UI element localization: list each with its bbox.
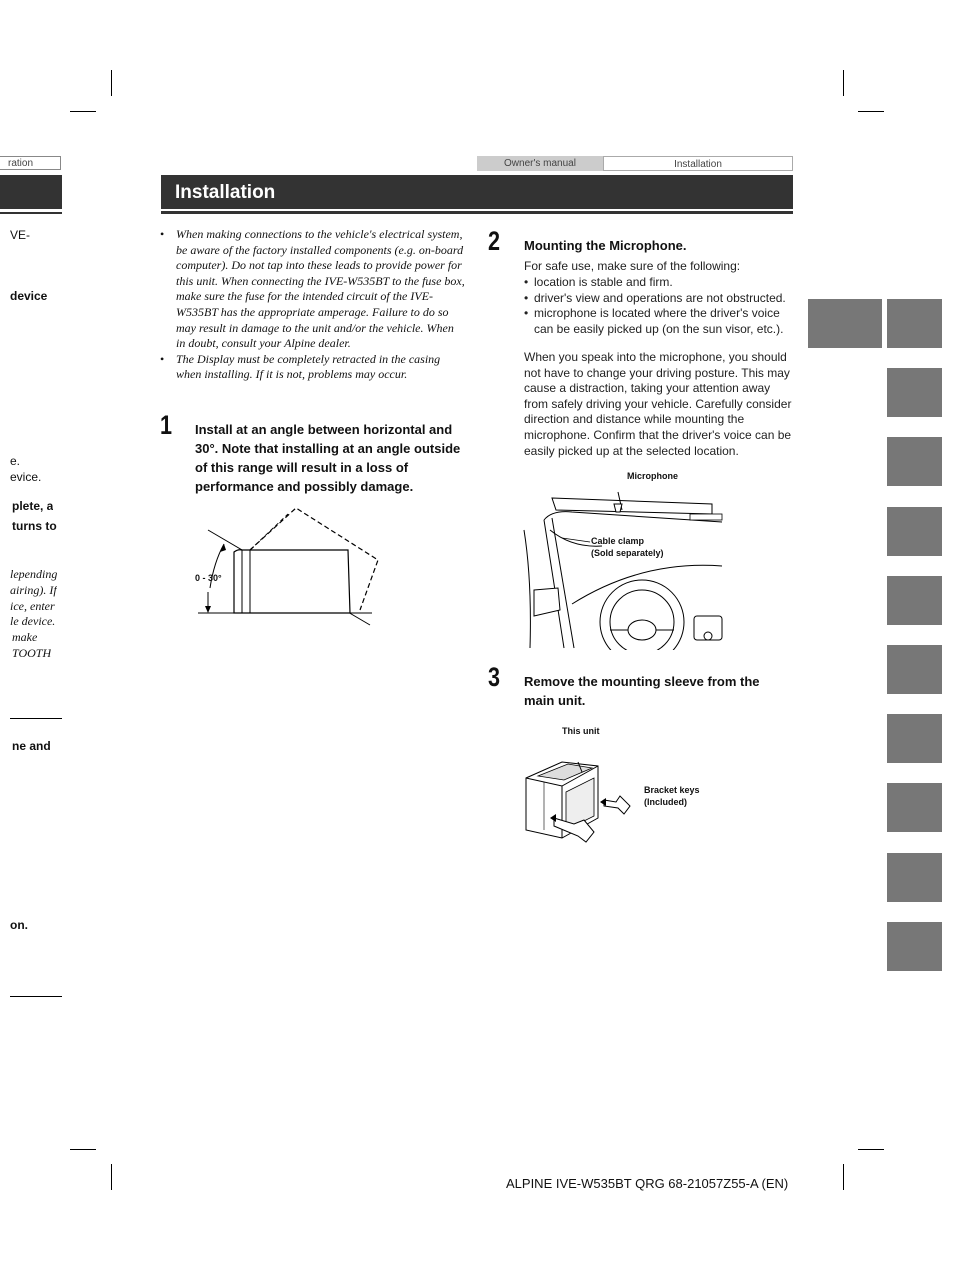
side-tab[interactable] (887, 507, 942, 556)
side-tab[interactable] (887, 783, 942, 832)
side-tab[interactable] (887, 922, 942, 971)
title-underline (161, 211, 793, 214)
cable-clamp-label: Cable clamp (591, 536, 645, 546)
crop-mark (858, 1149, 884, 1150)
angle-label: 0 - 30° (195, 573, 222, 583)
left-fragment-rule (10, 996, 62, 997)
step-intro: For safe use, make sure of the following: (524, 259, 741, 273)
step-heading: Install at an angle between horizontal and 30°. Note that installing at an angle outside of this range will result in a loss of performance and possibly damage. (195, 422, 461, 494)
crop-mark (111, 70, 112, 96)
left-fragment-text: device (10, 289, 48, 303)
left-fragment-text: e. (10, 454, 21, 468)
left-fragment-text: plete, a (12, 499, 54, 513)
left-page-tab: ration (0, 156, 61, 170)
side-tab[interactable] (887, 576, 942, 625)
side-tab[interactable] (887, 645, 942, 694)
tab-installation[interactable]: Installation (603, 156, 793, 171)
this-unit-label: This unit (562, 726, 600, 736)
crop-mark (843, 1164, 844, 1190)
crop-mark (858, 111, 884, 112)
bracket-keys-label: Bracket keys (644, 785, 700, 795)
tab-owners-manual[interactable]: Owner's manual (477, 156, 603, 171)
left-fragment-text: lepending (10, 567, 58, 581)
bracket-keys-note: (Included) (644, 797, 687, 807)
page-title: Installation (161, 175, 793, 209)
side-tab[interactable] (887, 437, 942, 486)
list-item: • driver's view and operations are not obstructed. (524, 291, 792, 307)
list-item: • microphone is located where the driver's voice can be easily picked up (on the sun visor, etc.). (524, 306, 792, 337)
left-page-title-bar (0, 175, 62, 209)
list-item: • location is stable and firm. (524, 275, 792, 291)
left-fragment-text: make (12, 630, 38, 644)
side-tab[interactable] (887, 299, 942, 348)
step-number: 2 (488, 226, 501, 256)
mic-requirements (524, 275, 792, 337)
install-angle-diagram (190, 500, 380, 630)
installation-notes (160, 227, 466, 383)
crop-mark (70, 111, 96, 112)
side-tab[interactable] (887, 853, 942, 902)
microphone-label: Microphone (627, 471, 678, 481)
mounting-sleeve-diagram (520, 742, 640, 848)
cable-clamp-note: (Sold separately) (591, 548, 664, 558)
left-fragment-text: evice. (10, 470, 42, 484)
left-fragment-text: ice, enter (10, 599, 55, 613)
left-fragment-text: airing). If (10, 583, 57, 597)
crop-mark (111, 1164, 112, 1190)
side-tab[interactable] (887, 714, 942, 763)
mic-paragraph: When you speak into the microphone, you should not have to change your driving posture. This may cause a distraction, taking your attention away from safely driving your vehicle. Carefully consider direction and distance while mounting the microphone. Confirm that the driver's voice can be easily picked up at the selected location. (524, 350, 792, 458)
left-fragment-text: on. (10, 918, 28, 932)
note-item: • The Display must be completely retracted in the casing when installing. If it is not, problems may occur. (160, 352, 466, 383)
crop-mark (843, 70, 844, 96)
left-fragment-text: ne and (12, 739, 51, 753)
crop-mark (70, 1149, 96, 1150)
step-number: 1 (160, 410, 173, 440)
left-fragment-text: TOOTH (12, 646, 52, 660)
left-page-title-line (0, 212, 62, 214)
side-tab[interactable] (887, 368, 942, 417)
step-heading: Mounting the Microphone. (524, 238, 687, 253)
left-fragment-text: le device. (10, 614, 56, 628)
left-fragment-rule (10, 718, 62, 719)
step-heading: Remove the mounting sleeve from the main unit. (524, 674, 760, 708)
note-item: • When making connections to the vehicle's electrical system, be aware of the factory installed components (e.g. on-board computer). Do not tap into these leads to provide power for this unit. When connecting the IVE-W535BT to the fuse box, make sure the fuse for the intended circuit of the IVE-W535BT has the appropriate amperage. Failure to do so may result in damage to the unit and/or the vehicle. When in doubt, consult your Alpine dealer. (160, 227, 466, 352)
side-tab-active[interactable] (808, 299, 882, 348)
left-fragment-text: turns to (12, 519, 57, 533)
document-footer: ALPINE IVE-W535BT QRG 68-21057Z55-A (EN) (506, 1176, 789, 1191)
microphone-mounting-diagram (522, 470, 724, 650)
step-number: 3 (488, 662, 501, 692)
left-fragment-text: VE- (10, 228, 31, 242)
